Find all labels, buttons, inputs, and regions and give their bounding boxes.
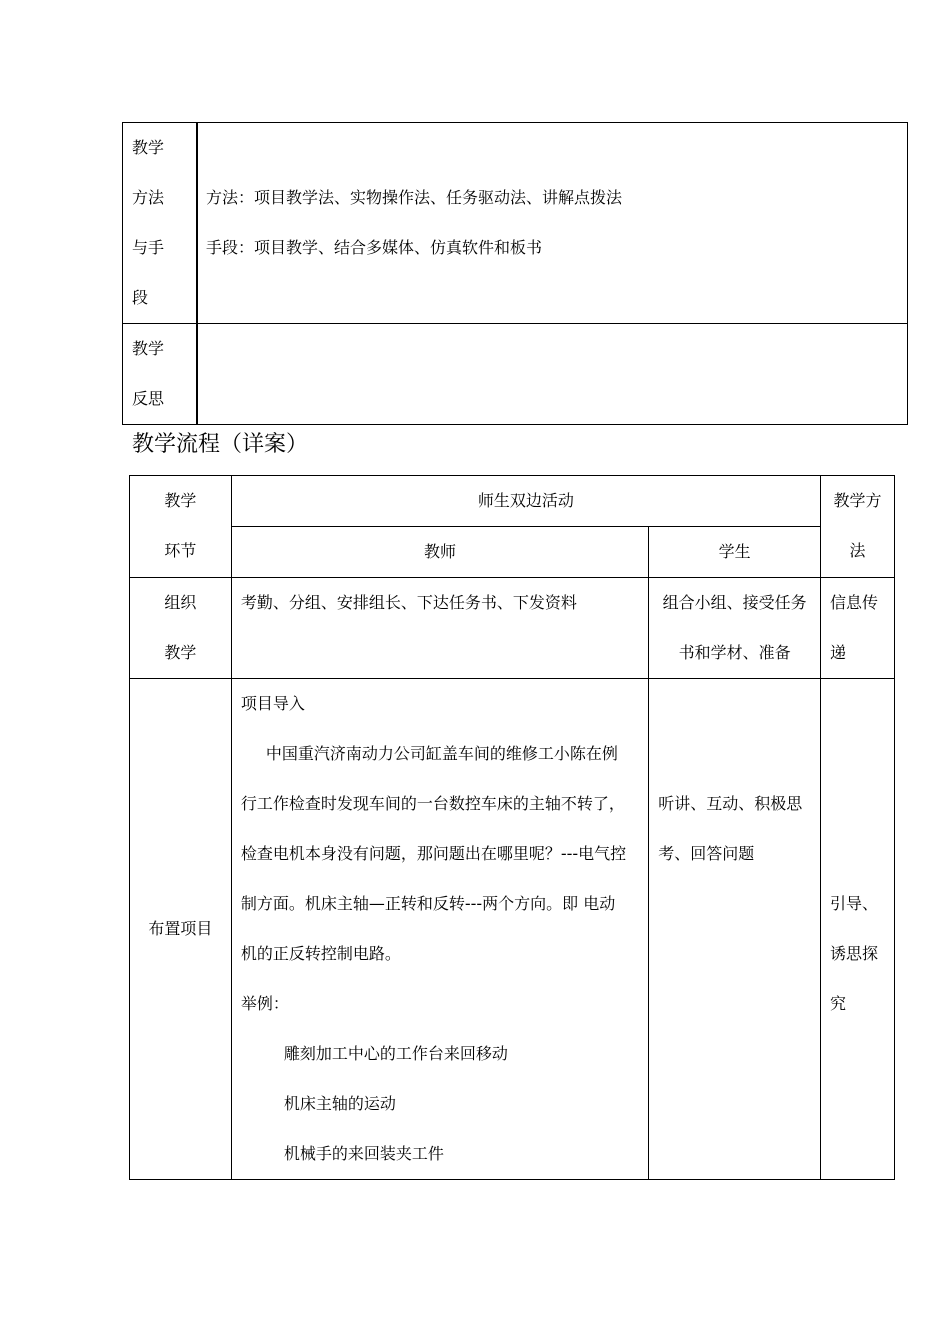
stage-cell: 布置项目	[130, 679, 232, 1180]
method-line: 方法：项目教学法、实物操作法、任务驱动法、讲解点拨法	[206, 188, 623, 207]
methods-label-line: 方法	[132, 188, 165, 207]
reflection-label-line: 反思	[132, 389, 165, 408]
process-table	[129, 475, 895, 1180]
methods-table	[122, 122, 908, 425]
student-line: 组合小组、接受任务	[662, 593, 807, 612]
stage-line: 组织	[164, 593, 197, 612]
stage-header-cell	[130, 476, 232, 578]
teacher-example-line: 机械手的来回装夹工件	[283, 1144, 444, 1163]
process-row-organize	[130, 578, 895, 679]
teacher-cell: 考勤、分组、安排组长、下达任务书、下发资料	[231, 578, 648, 679]
teacher-cell	[231, 679, 648, 1180]
student-line: 书和学材、准备	[678, 643, 791, 662]
method-line: 究	[830, 994, 847, 1013]
reflection-content-cell	[197, 324, 908, 425]
method-header-line: 法	[849, 541, 866, 560]
process-header-row-2	[130, 527, 895, 578]
process-header-row-1	[130, 476, 895, 527]
teacher-line: 检查电机本身没有问题，那问题出在哪里呢？---电气控	[240, 844, 627, 863]
methods-row	[123, 123, 908, 324]
methods-label-line: 教学	[132, 138, 165, 157]
method-line: 递	[830, 643, 847, 662]
teacher-line: 制方面。机床主轴—正转和反转---两个方向。即 电动	[240, 894, 616, 913]
teacher-line: 行工作检查时发现车间的一台数控车床的主轴不转了，	[240, 794, 625, 813]
teacher-line: 举例：	[240, 994, 289, 1013]
stage-header-line: 环节	[164, 541, 197, 560]
reflection-label-line: 教学	[132, 339, 165, 358]
method-header-line: 教学方	[833, 491, 882, 510]
method-line: 信息传	[830, 593, 879, 612]
method-line: 引导、	[830, 894, 879, 913]
methods-label-line: 与手	[132, 238, 165, 257]
method-line: 诱思探	[830, 944, 879, 963]
student-cell	[649, 578, 821, 679]
teacher-example-line: 机床主轴的运动	[283, 1094, 396, 1113]
teacher-line: 机的正反转控制电路。	[240, 944, 401, 963]
process-row-assign	[130, 679, 895, 1180]
methods-label-cell	[123, 123, 198, 324]
student-cell	[649, 679, 821, 1180]
stage-cell	[130, 578, 232, 679]
methods-content-cell	[197, 123, 908, 324]
stage-line: 教学	[164, 643, 197, 662]
teacher-line: 项目导入	[240, 694, 305, 713]
teacher-example-line: 雕刻加工中心的工作台来回移动	[283, 1044, 508, 1063]
student-header-cell: 学生	[649, 527, 821, 578]
reflection-row	[123, 324, 908, 425]
teacher-line: 中国重汽济南动力公司缸盖车间的维修工小陈在例	[265, 744, 618, 763]
method-cell	[821, 679, 895, 1180]
method-header-cell	[821, 476, 895, 578]
means-line: 手段：项目教学、结合多媒体、仿真软件和板书	[206, 238, 543, 257]
method-cell	[821, 578, 895, 679]
teacher-header-cell: 教师	[231, 527, 648, 578]
student-line: 考、回答问题	[658, 844, 755, 863]
reflection-label-cell	[123, 324, 198, 425]
methods-label-line: 段	[132, 288, 149, 307]
stage-header-line: 教学	[164, 491, 197, 510]
student-line: 听讲、互动、积极思	[658, 794, 803, 813]
activity-header-cell: 师生双边活动	[231, 476, 820, 527]
section-heading: 教学流程（详案）	[132, 432, 309, 457]
